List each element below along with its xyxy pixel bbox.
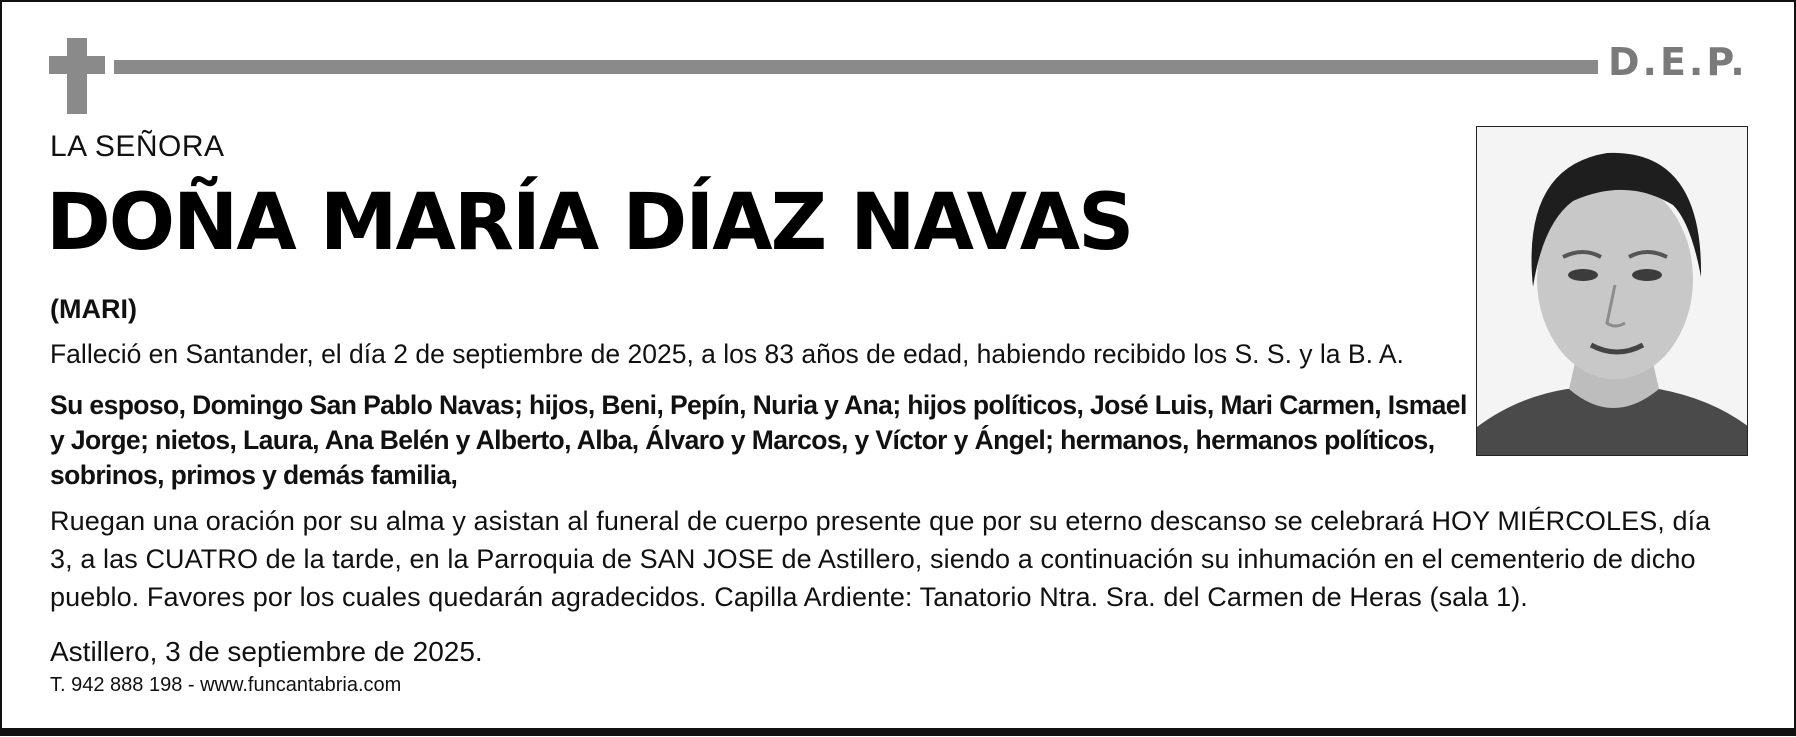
death-notice: Falleció en Santander, el día 2 de septiembre de 2025, a los 83 años de edad, habiendo recibido los S. S. y la B. A. [50, 339, 1404, 369]
honorific: LA SEÑORA [50, 130, 225, 163]
portrait-photo [1476, 126, 1748, 456]
dep-label: D.E.P. [1608, 40, 1748, 84]
header-rule [114, 60, 1598, 74]
place-date: Astillero, 3 de septiembre de 2025. [50, 636, 483, 667]
funeral-request: Ruegan una oración por su alma y asistan al funeral de cuerpo presente que por su eterno descanso se celebrará HOY MIÉRCOLES, día 3, a las CUATRO de la tarde, en la Parroquia de SAN JOSE de Astillero, siendo a continuación su inhumación en el cementerio de dicho pueblo. Favores por los cuales quedarán agradecidos. Capilla Ardiente: Tanatorio Ntra. Sra. del Carmen de Heras (sala 1). [50, 506, 1711, 612]
nickname: (MARI) [50, 294, 137, 324]
family-list: Su esposo, Domingo San Pablo Navas; hijos, Beni, Pepín, Nuria y Ana; hijos políticos, José Luis, Mari Carmen, Ismael y Jorge; nietos, Laura, Ana Belén y Alberto, Alba, Álvaro y Marcos, y Víctor y Ángel; hermanos, hermanos políticos, sobrinos, primos y demás familia, [50, 390, 1467, 490]
latin-cross-icon [49, 38, 105, 114]
deceased-name: DOÑA MARÍA DÍAZ NAVAS [46, 178, 1133, 268]
contact-info: T. 942 888 198 - www.funcantabria.com [50, 674, 402, 696]
